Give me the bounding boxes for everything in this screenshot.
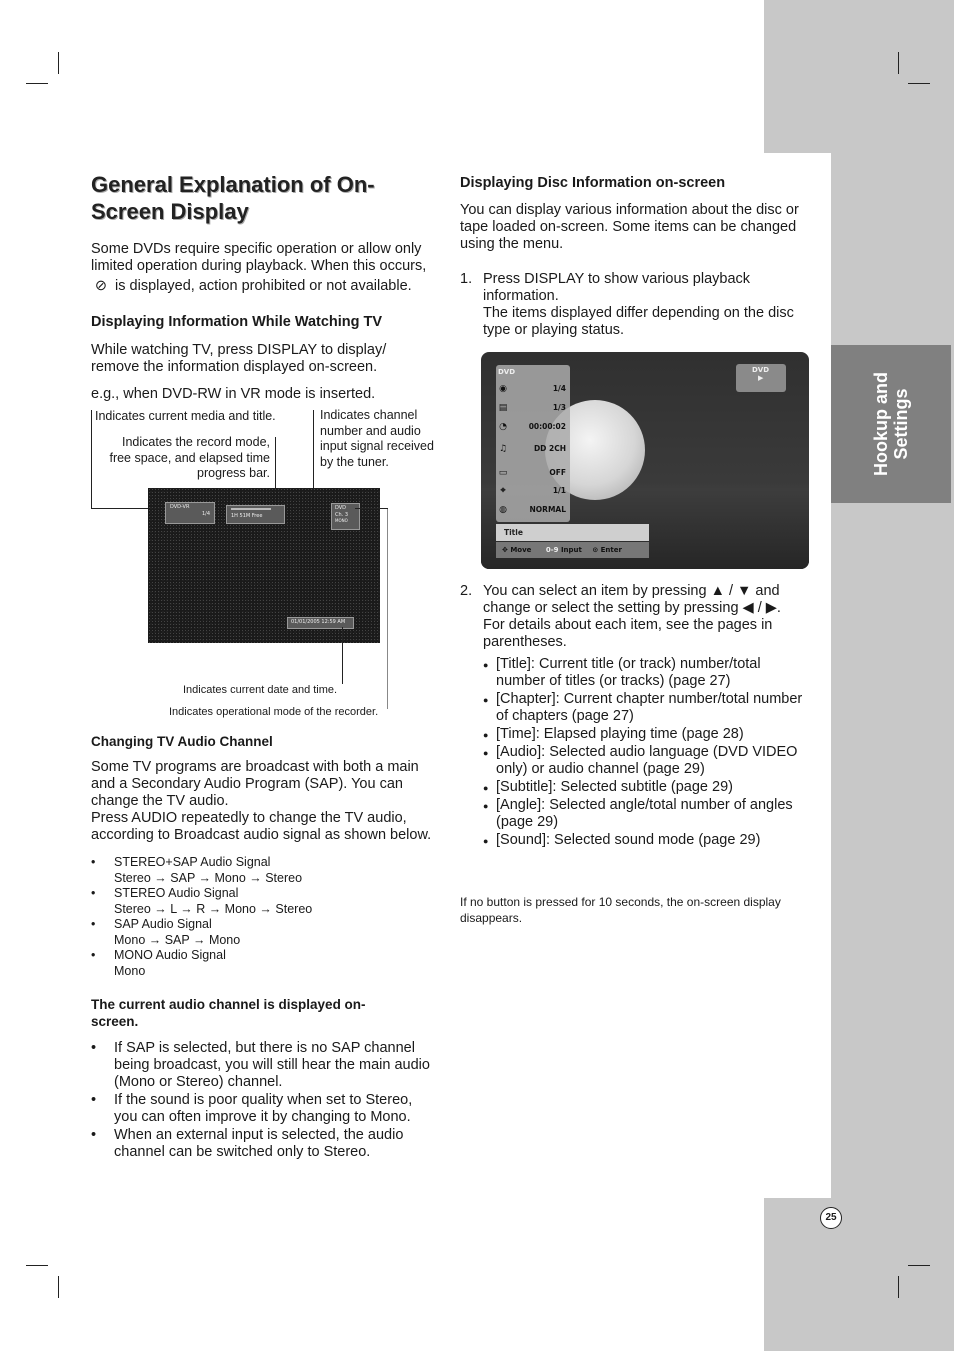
list-item: • MONO Audio Signal Mono: [91, 948, 431, 979]
watch-tv-example: e.g., when DVD-RW in VR mode is inserted.: [91, 386, 376, 402]
list-item: • STEREO Audio Signal Stereo → L → R → Mono → Stereo: [91, 886, 431, 917]
crop-mark: [26, 1265, 48, 1266]
audio-body-1: Some TV programs are broadcast with both a main and a Secondary Audio Program (SAP). You can change the TV audio.: [91, 759, 419, 809]
current-audio-heading: The current audio channel is displayed on-screen.: [91, 997, 366, 1029]
play-icon: ▶: [758, 374, 764, 382]
disc-info-heading: Displaying Disc Information on-screen: [460, 175, 726, 191]
side-band-bottom: [764, 1198, 954, 1351]
step-1-number: 1.: [460, 271, 473, 287]
menu-row-angle: ⌖ 1/1: [500, 485, 566, 496]
osd-progress-bar: [231, 508, 271, 510]
list-item: • If SAP is selected, but there is no SAP channel being broadcast, you will still hear the main audio (Mono or Stereo) channel.: [91, 1040, 436, 1091]
side-band-top: [764, 0, 954, 153]
menu-row-chapter: ▤ 1/3: [498, 402, 566, 413]
intro-text-2: is displayed, action prohibited or not available.: [115, 278, 412, 294]
dvd-menu-header: DVD: [498, 368, 516, 376]
disc-info-intro: You can display various information about the disc or tape loaded on-screen. Some items can be changed using the menu.: [460, 202, 799, 252]
osd-datetime: 01/01/2005 12:59 AM: [291, 619, 346, 625]
intro-paragraph: [91, 241, 436, 295]
list-item: ● [Angle]: Selected angle/total number of angles (page 29): [483, 797, 808, 831]
callout-line: [275, 437, 276, 493]
callout-line: [355, 508, 388, 509]
list-item: • SAP Audio Signal Mono → SAP → Mono: [91, 917, 431, 948]
list-item: ● [Time]: Elapsed playing time (page 28): [483, 726, 808, 743]
dvd-menu-title-bar: Title: [496, 524, 649, 541]
callout-date-time: Indicates current date and time.: [183, 684, 338, 696]
audio-signal-list: [91, 855, 431, 979]
menu-row-title: ◉ 1/4: [499, 383, 566, 394]
osd-channel: Ch. 3: [335, 512, 349, 518]
step-1: [460, 271, 805, 339]
watch-tv-body: While watching TV, press DISPLAY to display/ remove the information displayed on-screen.: [91, 342, 387, 375]
page-title: General Explanation of On-Screen Display: [91, 172, 375, 224]
list-item: ● [Title]: Current title (or track) number/total number of titles (or tracks) (page 27): [483, 656, 808, 690]
callout-line: [91, 410, 92, 509]
step-2-text: You can select an item by pressing ▲ / ▼ and change or select the setting by pressing ◀ / ▶. For details about each item, see the pages in parentheses.: [483, 583, 781, 650]
watch-tv-heading: Displaying Information While Watching TV: [91, 314, 383, 330]
callout-media-title: Indicates current media and title.: [95, 409, 276, 423]
move-icon: ✥: [502, 546, 508, 554]
osd-audio-mode: MONO: [335, 518, 348, 523]
callout-channel: Indicates channel number and audio input signal received by the tuner.: [320, 408, 434, 469]
callout-record-mode: Indicates the record mode, free space, and elapsed time progress bar.: [109, 435, 270, 480]
list-item: ● [Subtitle]: Selected subtitle (page 29): [483, 779, 808, 796]
step-1-text: Press DISPLAY to show various playback information.: [483, 271, 751, 304]
menu-row-audio: ♫ DD 2CH: [498, 443, 566, 454]
menu-row-sound: ◍ NORMAL: [499, 504, 566, 515]
enter-icon: ⊙: [592, 546, 599, 554]
crop-mark: [26, 83, 48, 84]
step-2: [460, 583, 805, 651]
osd-record-free: 1H 51M Free: [231, 513, 263, 519]
dvd-mode-badge: DVD ▶: [736, 364, 786, 392]
dvd-menu-help-bar: ✥ Move 0-9 Input ⊙ Enter: [496, 542, 649, 558]
list-item: • If the sound is poor quality when set to Stereo, you can often improve it by changing to Mono.: [91, 1092, 436, 1126]
intro-text-1: Some DVDs require specific operation or allow only limited operation during playback. When this occurs,: [91, 241, 427, 274]
crop-mark: [58, 52, 59, 74]
footnote: If no button is pressed for 10 seconds, the on-screen display disappears.: [460, 895, 781, 925]
dvd-menu-rows: [496, 380, 570, 520]
crop-mark: [908, 1265, 930, 1266]
menu-row-subtitle: ▭ OFF: [498, 467, 566, 478]
osd-media-box: [165, 502, 215, 524]
osd-datetime-box: [287, 617, 354, 629]
crop-mark: [898, 1276, 899, 1298]
audio-body: [91, 759, 441, 844]
section-tab-label: Hookup and Settings: [871, 372, 911, 476]
display-items-list: [483, 656, 808, 850]
list-item: • When an external input is selected, the audio channel can be switched only to Stereo.: [91, 1127, 436, 1161]
crop-mark: [898, 52, 899, 74]
audio-body-2: Press AUDIO repeatedly to change the TV audio, according to Broadcast audio signal as shown below.: [91, 810, 432, 843]
audio-heading: Changing TV Audio Channel: [91, 734, 273, 749]
menu-row-time: ◔ 00:00:02: [499, 421, 566, 432]
crop-mark: [58, 1276, 59, 1298]
prohibited-icon: ⊘: [94, 278, 108, 294]
list-item: • STEREO+SAP Audio Signal Stereo → SAP → Mono → Stereo: [91, 855, 431, 886]
list-item: ● [Chapter]: Current chapter number/total number of chapters (page 27): [483, 691, 808, 725]
callout-line: [387, 508, 388, 709]
page-number: 25: [820, 1207, 842, 1229]
osd-media-label: DVD-VR: [170, 504, 190, 510]
osd-record-box: [226, 505, 285, 524]
crop-mark: [908, 83, 930, 84]
callout-line: [342, 627, 343, 684]
osd-title-number: 1/4: [201, 511, 210, 517]
osd-dvd-label: DVD: [335, 505, 347, 511]
audio-notes-list: [91, 1040, 436, 1162]
callout-op-mode: Indicates operational mode of the recorder.: [169, 706, 379, 718]
list-item: ● [Sound]: Selected sound mode (page 29): [483, 832, 808, 849]
step-1-note: The items displayed differ depending on the disc type or playing status.: [483, 305, 794, 338]
step-2-number: 2.: [460, 583, 473, 599]
side-band: [831, 153, 954, 1198]
list-item: ● [Audio]: Selected audio language (DVD VIDEO only) or audio channel (page 29): [483, 744, 808, 778]
